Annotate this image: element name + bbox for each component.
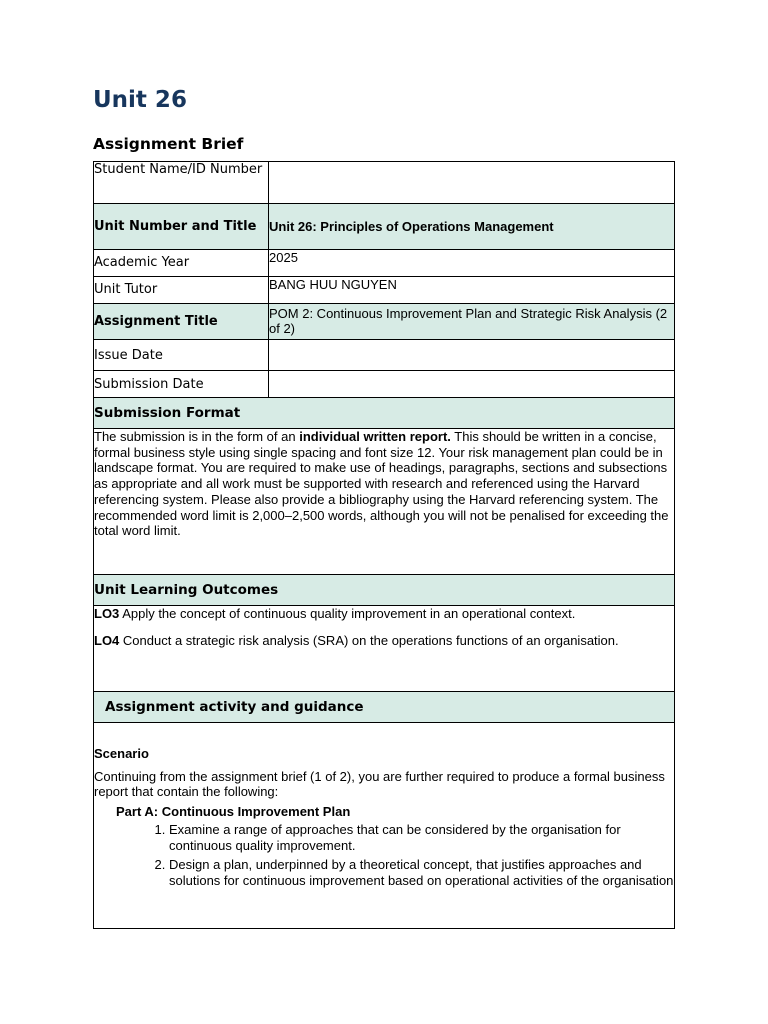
lo-text: Apply the concept of continuous quality improvement in an operational context.	[119, 606, 576, 621]
unit-row	[94, 204, 675, 250]
submission-date-label: Submission Date	[94, 371, 269, 398]
submission-format-heading: Submission Format	[94, 398, 675, 429]
submission-format-header-row	[94, 398, 675, 429]
lo-code: LO3	[94, 606, 120, 621]
submission-format-body-row	[94, 429, 675, 575]
tutor-label: Unit Tutor	[94, 277, 269, 304]
submission-text-before: The submission is in the form of an	[94, 429, 300, 444]
activity-heading: Assignment activity and guidance	[94, 692, 675, 723]
assignment-title-label: Assignment Title	[94, 304, 269, 340]
scenario-text: Continuing from the assignment brief (1 of 2), you are further required to produce a formal business report that contain the following:	[94, 768, 665, 800]
part-a-steps	[94, 822, 674, 889]
learning-outcomes-header-row	[94, 575, 675, 606]
assignment-brief-title: Assignment Brief	[93, 135, 244, 153]
activity-header-row	[94, 692, 675, 723]
year-label: Academic Year	[94, 250, 269, 277]
unit-label: Unit Number and Title	[94, 204, 269, 250]
student-value	[269, 162, 675, 204]
submission-text-after: This should be written in a concise, formal business style using single spacing and font size 12. Your risk management plan could be in landscape format. You are required to make use of headings, paragraphs, sections and subsections as appropriate and all work must be supported with research and referenced using the Harvard referencing system. Please also provide a bibliography using the Harvard referencing system. The recommended word limit is 2,000–2,500 words, although you will not be penalised for exceeding the total word limit.	[94, 429, 669, 539]
learning-outcomes-list	[94, 606, 675, 692]
learning-outcomes-heading: Unit Learning Outcomes	[94, 575, 675, 606]
learning-outcome	[94, 606, 674, 622]
assignment-title-value: POM 2: Continuous Improvement Plan and Strategic Risk Analysis (2 of 2)	[269, 304, 675, 340]
year-row	[94, 250, 675, 277]
activity-body	[94, 723, 675, 929]
student-label: Student Name/ID Number	[94, 162, 269, 204]
assignment-title-row	[94, 304, 675, 340]
submission-date-row	[94, 371, 675, 398]
lo-code: LO4	[94, 632, 120, 648]
step-item: 1. Examine a range of approaches that can be considered by the organisation for continuous quality improvement.	[169, 822, 674, 853]
unit-value: Unit 26: Principles of Operations Management	[269, 204, 675, 250]
submission-date-value	[269, 371, 675, 398]
issue-date-label: Issue Date	[94, 340, 269, 371]
student-row	[94, 162, 675, 204]
part-a-heading: Part A: Continuous Improvement Plan	[116, 804, 351, 820]
lo-text: Conduct a strategic risk analysis (SRA) on the operations functions of an organisation.	[119, 632, 619, 648]
scenario-heading: Scenario	[94, 746, 149, 761]
year-value: 2025	[269, 250, 675, 277]
issue-date-row	[94, 340, 675, 371]
unit-title: Unit 26	[93, 87, 187, 113]
assignment-brief-table	[93, 161, 675, 929]
submission-text-bold: individual written report.	[299, 429, 451, 444]
tutor-row	[94, 277, 675, 304]
learning-outcome	[94, 633, 674, 649]
submission-format-text	[94, 429, 675, 575]
activity-body-row	[94, 723, 675, 929]
step-item: 2. Design a plan, underpinned by a theoretical concept, that justifies approaches and solutions for continuous improvement based on operational activities of the organisation	[169, 857, 674, 888]
issue-date-value	[269, 340, 675, 371]
learning-outcomes-body-row	[94, 606, 675, 692]
tutor-value: BANG HUU NGUYEN	[269, 277, 675, 304]
